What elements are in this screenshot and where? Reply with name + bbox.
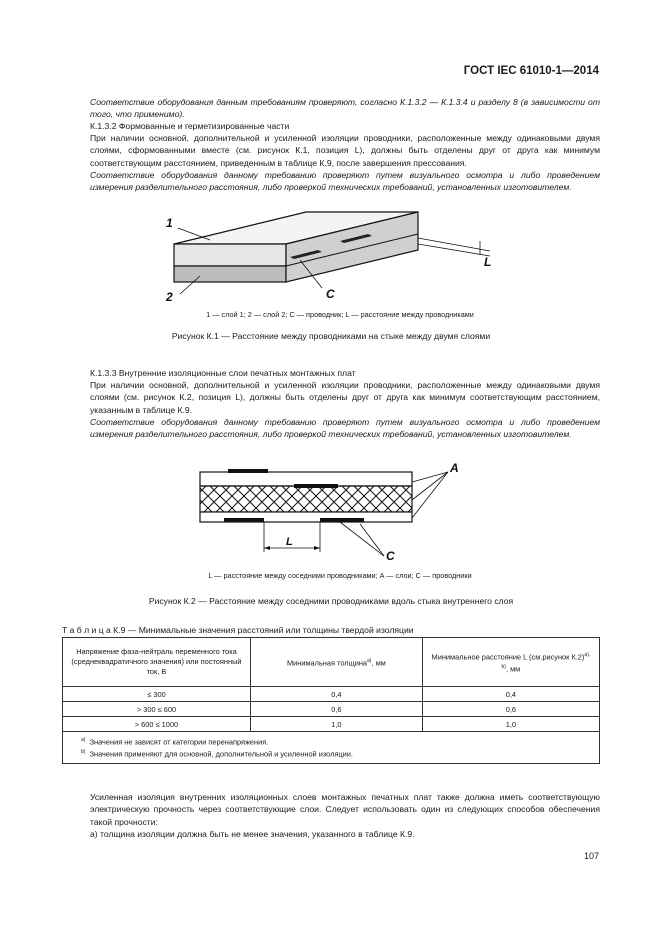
layer-top <box>200 472 412 486</box>
note-text: Значения применяют для основной, дополнительной и усиленной изоляции. <box>89 749 353 759</box>
header-distance-sup: а), b) <box>501 651 591 670</box>
conductor-inner-2 <box>224 518 264 522</box>
figure-k2-caption: Рисунок К.2 — Расстояние между соседними проводниками вдоль стыка внутреннего слоя <box>148 596 514 606</box>
document-header: ГОСТ IEC 61010-1—2014 <box>463 65 599 77</box>
label-a-leader-2 <box>412 472 448 500</box>
cell-voltage: > 600 ≤ 1000 <box>63 717 251 732</box>
label-1-leader <box>178 228 210 240</box>
conductor-inner-3 <box>320 518 364 522</box>
label-l: L <box>286 536 293 548</box>
cell-voltage: ≤ 300 <box>63 687 251 702</box>
header-thickness <box>250 638 422 687</box>
cell-distance: 0,4 <box>422 687 599 702</box>
label-a-leader-1 <box>412 472 448 482</box>
figure-k1-drawing <box>150 208 510 306</box>
section-k132-body: При наличии основной, дополнительной и усиленной изоляции проводники, расположенные между одинаковыми двумя слоями, сформованными вместе (см. рисунок К.1, позиция L), должны быть отделены друг от друга как минимум соответствующим расстоянием, приведенным в таблице К.9, после завершения прессования. <box>90 133 600 168</box>
label-c: C <box>386 549 395 563</box>
header-thickness-unit: , мм <box>371 658 386 668</box>
note-mark: b) <box>81 749 86 756</box>
table-k9-title: Т а б л и ц а К.9 — Минимальные значения расстояний или толщины твердой изоляции <box>62 625 414 635</box>
cell-thickness: 0,4 <box>250 687 422 702</box>
list-item-a: a) толщина изоляции должна быть не менее значения, указанного в таблице К.9. <box>90 829 415 839</box>
header-voltage: Напряжение фаза-нейтраль переменного тока (среднеквадратичного значения) или постоянный ток, В <box>63 638 251 687</box>
figure-k1-legend: 1 — слой 1; 2 — слой 2; C — проводник; L — расстояние между проводниками <box>206 310 474 319</box>
conductor-top <box>228 469 268 473</box>
section-k133-heading: К.1.3.3 Внутренние изоляционные слои печатных монтажных плат <box>90 368 356 378</box>
layer-2-front <box>174 266 286 282</box>
section-k132-compliance: Соответствие оборудования данному требованию проверяют путем визуального осмотра и либо проведением измерения разделительного расстояния, либо проверкой технических требований, установленных изготовителем. <box>90 170 600 193</box>
note-text: Значения не зависят от категории перенапряжения. <box>89 737 269 747</box>
header-distance-unit: , мм <box>505 664 521 674</box>
cell-thickness: 1,0 <box>250 717 422 732</box>
table-k9 <box>62 637 600 764</box>
section-k133-compliance: Соответствие оборудования данному требованию проверяют путем визуального осмотра и либо проведением измерения разделительного расстояния, либо проверкой технических требований, установленных изготовителем. <box>90 417 600 440</box>
compliance-text: Соответствие оборудования данным требованиям проверяют, согласно К.1.3.2 — К.1.3.4 и разделу 8 (в зависимости от того, что применимо). <box>90 97 600 120</box>
cell-distance: 1,0 <box>422 717 599 732</box>
conductor-inner-1 <box>294 484 338 488</box>
section-k133-body: При наличии основной, дополнительной и усиленной изоляции проводники, расположенные между одинаковыми двумя слоями (см. рисунок К.2, позиция L), должны быть отделены друг от друга как минимум соответствующим расстоянием, указанным в таблице К.9. <box>90 380 600 415</box>
layer-core <box>200 486 412 512</box>
note-mark: а) <box>81 737 86 743</box>
label-a-leader-3 <box>412 472 448 518</box>
table-row <box>63 702 600 717</box>
table-row <box>63 687 600 702</box>
header-thickness-sup: а) <box>367 657 372 664</box>
figure-k1-caption: Рисунок К.1 — Расстояние между проводниками на стыке между двумя слоями <box>171 331 491 341</box>
compliance-paragraph <box>90 96 600 121</box>
table-header-row <box>63 638 600 687</box>
l-dimension-line-1 <box>418 238 490 251</box>
figure-k2-drawing <box>190 460 480 564</box>
table-notes <box>63 732 600 764</box>
label-2: 2 <box>166 290 173 304</box>
layer-1-front <box>174 244 286 266</box>
header-thickness-text: Минимальная толщина <box>286 658 368 668</box>
l-dimension-line-2 <box>418 244 490 256</box>
table-note <box>81 735 581 747</box>
cell-distance: 0,6 <box>422 702 599 717</box>
label-1: 1 <box>166 216 173 230</box>
label-l: L <box>484 255 492 269</box>
table-note <box>81 747 581 759</box>
figure-k2-legend: L — расстояние между соседними проводниками; A — слои; C — проводники <box>208 571 472 580</box>
table-notes-row <box>63 732 600 764</box>
cell-voltage: > 300 ≤ 600 <box>63 702 251 717</box>
table-row <box>63 717 600 732</box>
reinforced-insulation-paragraph: Усиленная изоляция внутренних изоляционных слоев монтажных печатных плат также должна иметь соответствующую электрическую прочность через соответствующие слои. Следует использовать один из следующих способов обеспечения такой прочности: <box>90 792 600 827</box>
page-number: 107 <box>583 851 599 861</box>
section-k132-heading: К.1.3.2 Формованные и герметизированные части <box>90 121 290 131</box>
header-distance <box>422 638 599 687</box>
label-c: C <box>326 287 335 301</box>
cell-thickness: 0,6 <box>250 702 422 717</box>
l-arrow-left <box>264 546 270 550</box>
label-a: A <box>450 461 459 475</box>
header-distance-text: Минимальное расстояние L (см.рисунок К.2) <box>431 652 585 661</box>
l-arrow-right <box>314 546 320 550</box>
